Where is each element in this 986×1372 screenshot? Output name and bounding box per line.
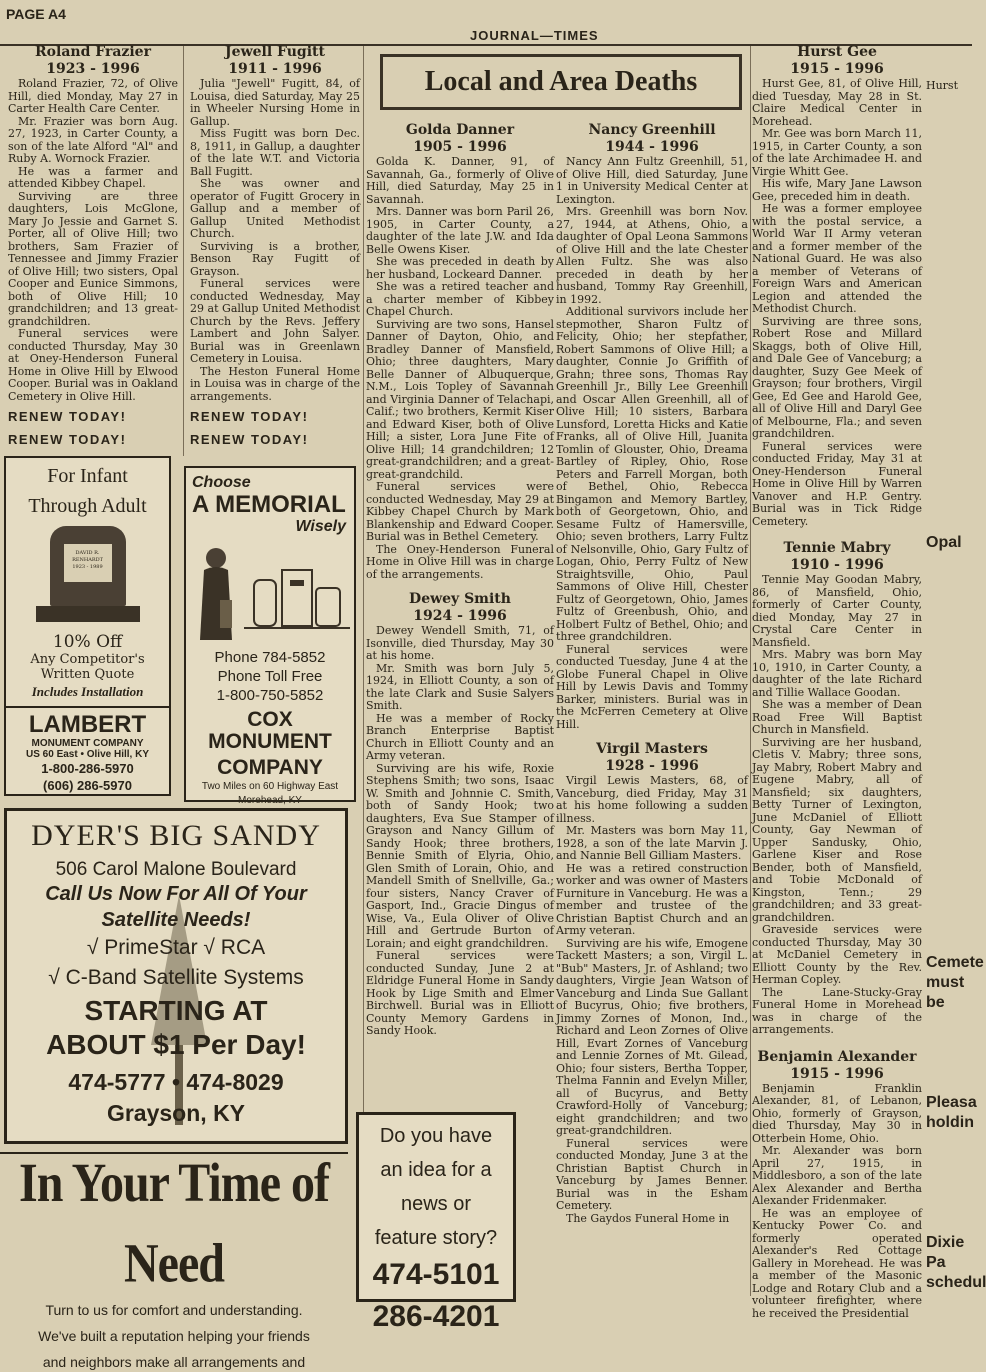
side-fragment: Opal: [926, 533, 962, 551]
obituary-paragraph: Funeral services were conducted Wednesday, May 29 at Kibbey Chapel Church by Mark Blankenship and Edward Cooper. Burial was in Bethel Cemetery.: [366, 480, 554, 543]
ad-headline: DYER'S BIG SANDY: [31, 819, 321, 852]
masthead: JOURNAL—TIMES: [470, 28, 599, 43]
ad-line: Through Adult: [28, 495, 147, 517]
obituary-paragraph: Surviving are his wife, Roxie Stephens Smith; two sons, Isaac W. Smith and Johnnie C. Smith, both of Sandy Hook; two daughters, Eva Sue Stamper of Grayson and Nancy Gillum of Sandy Hook; three brothers, Bennie Smith of Elyria, Ohio, Glen Smith of Lorain, Ohio, and Mandell Smith of Snellville, Ga.; four sisters, Nancy Craver of Gasport, Ind., Gracie Dingus of Wise, Va., Eula Oliver of Olive Hill and Gertrude Burton of Lorain; and eight grandchildren.: [366, 761, 554, 950]
phone: 1-800-750-5852: [216, 687, 324, 704]
obituary-paragraph: Virgil Lewis Masters, 68, of Vanceburg, died Friday, May 31 at his home following a sudden illness.: [556, 774, 748, 825]
side-fragment: Dixie Pa: [926, 1233, 965, 1271]
side-fragment: Cemete: [926, 953, 984, 971]
obituary-frazier: [8, 40, 178, 460]
obituary-years: 1928 - 1996: [605, 758, 699, 774]
obituary-paragraph: Tennie May Goodan Mabry, 86, of Mansfield, Ohio, formerly of Carter County, died Monday, May 27 in Crystal Care Center in Mansfield.: [752, 573, 922, 649]
ad-line: MONUMENT COMPANY: [31, 738, 144, 749]
obituary-years: 1915 - 1996: [790, 61, 884, 77]
obituary-paragraph: Mr. Masters was born May 11, 1928, a son of the late Marvin J. and Nannie Bell Gilliam Masters.: [556, 824, 748, 862]
obituary-paragraph: She was a member of Dean Road Free Will Baptist Church in Mansfield.: [752, 698, 922, 736]
ad-line: feature story?: [374, 1227, 498, 1249]
stone-name: DAVID R. RENHARDT: [72, 550, 103, 563]
column-four: [556, 118, 748, 1293]
obituary-paragraph: Golda K. Danner, 91, of Savannah, Ga., formerly of Olive Hill, died Saturday, May 25 in Savannah.: [366, 155, 554, 206]
ad-line: news or: [400, 1193, 472, 1215]
obituary-name: Roland Frazier: [35, 44, 151, 60]
side-fragment: holdin: [926, 1113, 974, 1131]
ad-line: Choose: [192, 474, 251, 491]
obituary-paragraph: Funeral services were conducted Monday, June 3 at the Christian Baptist Church in Vanceburg by James Benner. Burial was in the Esham Cemetery.: [556, 1136, 748, 1212]
side-fragment: schedul: [926, 1273, 986, 1291]
obituary-paragraph: He was an employee of Kentucky Power Co. and formerly operated Alexander's Red Cottage Gallery in Morehead. He was a member of the Masonic Lodge and Rotary Club and a volunteer firefighter, where he received the Presidential: [752, 1206, 922, 1320]
obituary-paragraph: Additional survivors include her stepmother, Sharon Fultz of Felicity, Ohio; her stepfather, Robert Sammons of Olive Hill; a daughter, Connie Jo Griffith of Grahn; three sons, Thomas Ray Greenhill Jr., Billy Lee Greenhill and Oscar Allen Greenhill, all of Olive Hill; 10 sisters, Barbara Lunsford, Loretta Hicks and Katie Franks, all of Olive Hill, Juanita Tomlin of Glouster, Ohio, Dreama Bartley of Ripley, Ohio, Rose Peters and Farrell Morgan, both of Bethel, Ohio, Rebecca Bingamon and Memory Bartley, both of Georgetown, Ohio, and Sesame Fultz of Hamersville, Ohio; seven brothers, Larry Fultz of Nelsonville, Ohio, Gary Fultz of Logan, Ohio, Perry Fultz of New Straightsville, Ohio, Paul Sammons of Olive Hill, Chester Fultz of Georgetown, Ohio, James Fultz of Greenbush, Ohio, and Holbert Fultz of Bethel, Ohio; and three grandchildren.: [556, 305, 748, 643]
ad-line: We've built a reputation helping your friends: [38, 1328, 310, 1344]
obituary-paragraph: He was a retired construction worker and was owner of Masters Furniture in Vanceburg. He was a member and trustee of the Christian Baptist Church and an Army veteran.: [556, 861, 748, 937]
column-five: [752, 40, 922, 1320]
time-of-need-ad: [0, 1152, 348, 1370]
obituary-paragraph: Nancy Ann Fultz Greenhill, 51, of Olive Hill, died Saturday, June 1 in University Medical Center at Lexington.: [556, 155, 748, 206]
headstone-plaque: [64, 544, 112, 582]
ad-line: Any Competitor's: [30, 652, 145, 667]
obituary-paragraph: Miss Fugitt was born Dec. 8, 1911, in Gallup, a daughter of the late W.T. and Victoria Ball Fugitt.: [190, 127, 360, 178]
column-rule: [363, 46, 364, 1296]
obituary-paragraph: Surviving are her husband, Cletis V. Mabry; three sons, Jay Mabry, Robert Mabry and Eugene Mabry, all of Mansfield; six daughters, Betty Turner of Lexington, June McDaniel of Elliott County, Gay Newman of Upper Sandusky, Ohio, Garlene Kiser and Rose Bender, both of Mansfield, and Tobie McDonald of Kingston, Tenn.; 29 grandchildren; and 33 great-grandchildren.: [752, 735, 922, 924]
obituary-heading: [556, 122, 748, 156]
renew-notice: RENEW TODAY!: [8, 432, 127, 447]
obituary-name: Jewell Fugitt: [225, 44, 325, 60]
obituary-heading: [752, 44, 922, 78]
obituary-heading: [366, 591, 554, 625]
obituary-paragraph: Julia "Jewell" Fugitt, 84, of Louisa, died Saturday, May 25 in Wheeler Nursing Home in Gallup.: [190, 77, 360, 128]
headstone-base: [36, 606, 140, 622]
ad-line: Phone Toll Free: [217, 668, 323, 685]
ad-line: Call Us Now For All Of Your: [45, 883, 307, 905]
ad-line: US 60 East • Olive Hill, KY: [26, 749, 149, 760]
obituary-years: 1915 - 1996: [790, 1065, 884, 1082]
obituary-paragraph: Funeral services were conducted Thursday, May 30 at Oney-Henderson Funeral Home in Olive Hill by Elwood Cooper. Burial was in Oakland Cemetery in Olive Hill.: [8, 327, 178, 403]
obituary-paragraph: The Lane-Stucky-Gray Funeral Home in Morehead was in charge of the arrangements.: [752, 985, 922, 1036]
ad-line: Wisely: [295, 518, 346, 535]
dyers-big-sandy-ad: [4, 808, 348, 1144]
obituary-paragraph: Surviving are two sons, Hansel Danner of Dayton, Ohio, and Bradley Danner of Mansfield, Ohio; three daughters, Mary Belle Danner of Albuquerque, N.M., Lois Topley of Savannah and Virginia Danner of Telachapi, Calif.; two brothers, Kermit Kiser and Edward Kiser, both of Olive Hill; a sister, Lora June Fite of Olive Hill; 14 grandchildren; 12 great-grandchildren; and a great-great-grandchild.: [366, 317, 554, 481]
phone: 474-5777 • 474-8029: [68, 1069, 284, 1095]
obituary-heading: [752, 1049, 922, 1083]
side-fragment: Hurst: [926, 79, 959, 92]
divider: [6, 706, 169, 708]
obituary-paragraph: Mrs. Danner was born Paril 26, 1905, in Carter County, a daughter of the late J.W. and Ida Belle Owens Kiser.: [366, 205, 554, 256]
renew-notice: RENEW TODAY!: [190, 409, 309, 424]
ad-line: For Infant: [47, 465, 128, 487]
obituary-name: Dewey Smith: [409, 591, 511, 607]
obituary-paragraph: Hurst Gee, 81, of Olive Hill, died Tuesday, May 28 in St. Claire Medical Center in Morehead.: [752, 77, 922, 128]
ad-line: Two Miles on 60 Highway East: [201, 781, 339, 792]
obituary-name: Golda Danner: [405, 122, 515, 138]
obituary-paragraph: She was a retired teacher and a charter member of Kibbey Chapel Church.: [366, 280, 554, 318]
obituary-heading: [556, 741, 748, 775]
ad-line: Written Quote: [40, 667, 135, 682]
obituary-years: 1910 - 1996: [790, 557, 884, 573]
obituary-paragraph: The Oney-Henderson Funeral Home in Olive Hill was in charge of the arrangements.: [366, 542, 554, 581]
ad-line: Do you have: [379, 1125, 493, 1147]
obituary-heading: [366, 122, 554, 156]
column-rule: [750, 46, 751, 1296]
page-label: PAGE A4: [6, 6, 66, 22]
ad-line: √ C-Band Satellite Systems: [48, 966, 304, 989]
obituary-paragraph: Roland Frazier, 72, of Olive Hill, died Monday, May 27 in Carter Health Care Center.: [8, 77, 178, 115]
cox-monument-ad: [184, 466, 356, 806]
obituary-paragraph: His wife, Mary Jane Lawson Gee, preceded him in death.: [752, 177, 922, 203]
obituary-years: 1911 - 1996: [228, 61, 322, 77]
ad-line: Includes Installation: [31, 684, 144, 699]
ad-line: Morehead, KY: [238, 795, 302, 806]
obituary-heading: [190, 44, 360, 78]
obituary-years: 1924 - 1996: [413, 608, 507, 624]
ad-line: Turn to us for comfort and understanding.: [45, 1302, 303, 1318]
obituary-paragraph: Funeral services were conducted Wednesday, May 29 at Gallup United Methodist Church by the Revs. Jeffery Lambert and John Salyer. Burial was in Greenlawn Cemetery in Louisa.: [190, 277, 360, 365]
obituary-name: Tennie Mabry: [783, 540, 891, 556]
news-tip-ad: [356, 1112, 516, 1333]
obituary-paragraph: Mrs. Mabry was born May 10, 1910, in Carter County, a daughter of the late Richard and Tillie Wallace Goodan.: [752, 648, 922, 699]
ad-line: Grayson, KY: [106, 1100, 246, 1126]
obituary-paragraph: He was a former employee with the postal service, a World War II Army veteran and a former member of the National Guard. He was also a member of Veterans of Foreign Wars and American Legion and attended the Methodist Church.: [752, 202, 922, 315]
obituary-paragraph: Surviving are three daughters, Lois McGlone, Mary Jo Jessie and Garnet S. Porter, all of Olive Hill; two brothers, Sam Frazier of Tennessee and Jimmy Frazier of Olive Hill; two sisters, Opal Cooper and Eunice Simmons, both of Olive Hill; 10 grandchildren; and 13 great-grandchildren.: [8, 189, 178, 328]
company-name: COX MONUMENT: [208, 708, 332, 753]
lambert-monument-ad: [4, 456, 171, 796]
headstone-icon: [50, 526, 126, 606]
column-rule: [183, 46, 184, 456]
obituary-paragraph: Mr. Smith was born July 5, 1924, in Elliott County, a son of the late Clark and Susie Salyers Smith.: [366, 661, 554, 712]
obituary-paragraph: Graveside services were conducted Thursday, May 30 at McDaniel Cemetery in Elliott County by the Rev. Herman Copley.: [752, 923, 922, 986]
obituary-name: Benjamin Alexander: [757, 1048, 917, 1065]
obituary-paragraph: He was a member of Rocky Branch Enterprise Baptist Church in Elliott County and an Army veteran.: [366, 711, 554, 762]
obituary-paragraph: Mrs. Greenhill was born Nov. 27, 1944, at Athens, Ohio, a daughter of Opal Leona Sammons of Olive Hill and the late Chester Allen Fultz. She was also preceded in death by her husband, Tommy Ray Greenhill, in 1992.: [556, 205, 748, 306]
obituary-paragraph: Mr. Gee was born March 11, 1915, in Carter County, a son of the late Archimadee H. and Virgie Whitt Gee.: [752, 127, 922, 178]
obituary-paragraph: Funeral services were conducted Sunday, June 2 at Eldridge Funeral Home in Sandy Hook by Lige Smith and Elmer Birchwell. Burial was in Elliott County Memory Gardens in Sandy Hook.: [366, 949, 554, 1037]
obituary-paragraph: Mr. Alexander was born April 27, 1915, in Middlesboro, a son of the late Alex Alexander and Bertha Alexander Fridenmaker.: [752, 1144, 922, 1207]
obituary-paragraph: Funeral services were conducted Friday, May 31 at Oney-Henderson Funeral Home in Olive Hill by Warren Vanover and H.P. Gentry. Burial was in Tick Ridge Cemetery.: [752, 439, 922, 528]
phone: 1-800-286-5970: [41, 761, 134, 776]
offer: 10% Off: [52, 632, 123, 652]
obituary-paragraph: She was owner and operator of Fugitt Grocery in Gallup and a member of Gallup United Methodist Church.: [190, 177, 360, 240]
obituary-paragraph: He was a farmer and attended Kibbey Chapel.: [8, 164, 178, 190]
ad-line: ABOUT $1 Per Day!: [46, 1029, 306, 1060]
obituary-paragraph: The Heston Funeral Home in Louisa was in charge of the arrangements.: [190, 364, 360, 403]
stone-years: 1923 - 1989: [72, 564, 103, 570]
obituary-heading: [8, 44, 178, 78]
phone: Phone 784-5852: [214, 649, 326, 666]
obituary-paragraph: Surviving are three sons, Robert Rose and Millard Skaggs, both of Olive Hill, and Dale Gee of Vanceburg; a daughter, Suzy Gee Meek of Grayson; four brothers, Virgil Gee, Ed Gee and Harold Gee, all of Olive Hill and Daryl Gee of Melbourne, Fla.; and seven grandchildren.: [752, 314, 922, 440]
obituary-paragraph: Funeral services were conducted Tuesday, June 4 at the Globe Funeral Chapel in Olive Hill by Lewis Davis and Tommy Barker, ministers. Burial was in the McFerren Cemetery at Olive Hill.: [556, 642, 748, 731]
obituary-years: 1944 - 1996: [605, 139, 699, 155]
obituary-paragraph: She was preceded in death by her husband, Lockeard Danner.: [366, 255, 554, 281]
obituary-paragraph: Benjamin Franklin Alexander, 81, of Lebanon, Ohio, formerly of Grayson, died Thursday, May 30 in Otterbein Home, Ohio.: [752, 1081, 922, 1145]
obituary-name: Nancy Greenhill: [588, 122, 716, 138]
company-name: COMPANY: [217, 756, 323, 779]
adjacent-column: [926, 40, 986, 1295]
renew-notice: RENEW TODAY!: [190, 432, 309, 447]
phone: 286-4201: [372, 1300, 500, 1333]
ad-headline: A MEMORIAL: [192, 491, 346, 518]
ad-line: 506 Carol Malone Boulevard: [55, 859, 297, 880]
obituary-paragraph: Dewey Wendell Smith, 71, of Isonville, died Thursday, May 30 at his home.: [366, 624, 554, 662]
ad-headline: In Your Time of Need: [19, 1152, 329, 1295]
side-fragment: Pleasa: [926, 1093, 977, 1111]
cemetery-icon: [194, 540, 350, 648]
ad-line: STARTING AT: [84, 995, 268, 1026]
obituary-years: 1923 - 1996: [46, 61, 140, 77]
phone: 474-5101: [372, 1258, 500, 1291]
obituary-name: Hurst Gee: [797, 44, 877, 60]
section-title: Local and Area Deaths: [380, 54, 742, 110]
obituary-fugitt: [190, 40, 360, 460]
obituary-heading: [752, 540, 922, 574]
obituary-paragraph: Surviving are his wife, Emogene Tackett Masters; a son, Virgil L. "Bub" Masters, Jr. of Ashland; two daughters, Virgie Jean Watson of Vanceburg and Linda Sue Gallant of Bucyrus, Ohio; five brothers, Jimmy Zornes of Monon, Ind., Richard and Leon Zornes of Olive Hill, Evart Zornes of Vanceburg and Lennie Zornes of Mt. Gilead, Ohio; four sisters, Bertha Topper, Thelma Fannin and Evelyn Miller, all of Bucyrus, and Betty Crawford-Holly of Vanceburg; eight grandchildren; and two great-grandchildren.: [556, 936, 748, 1137]
ad-line: Satellite Needs!: [101, 909, 251, 931]
side-fragment: must be: [926, 973, 965, 1011]
ad-line: and neighbors make all arrangements and: [42, 1354, 306, 1370]
obituary-paragraph: Mr. Frazier was born Aug. 27, 1923, in Carter County, a son of the late Alford "Al" and Ruby A. Wornock Frazier.: [8, 114, 178, 165]
phone: (606) 286-5970: [43, 778, 132, 793]
company-name: LAMBERT: [28, 711, 147, 738]
ad-line: an idea for a: [380, 1159, 492, 1181]
obituary-years: 1905 - 1996: [413, 139, 507, 155]
renew-notice: RENEW TODAY!: [8, 409, 127, 424]
cemetery-illustration: [194, 540, 346, 648]
ad-line: √ PrimeStar √ RCA: [86, 936, 266, 959]
obituary-name: Virgil Masters: [596, 741, 708, 757]
obituary-paragraph: Surviving is a brother, Benson Ray Fugitt of Grayson.: [190, 239, 360, 278]
obituary-paragraph: The Gaydos Funeral Home in: [566, 1211, 730, 1225]
